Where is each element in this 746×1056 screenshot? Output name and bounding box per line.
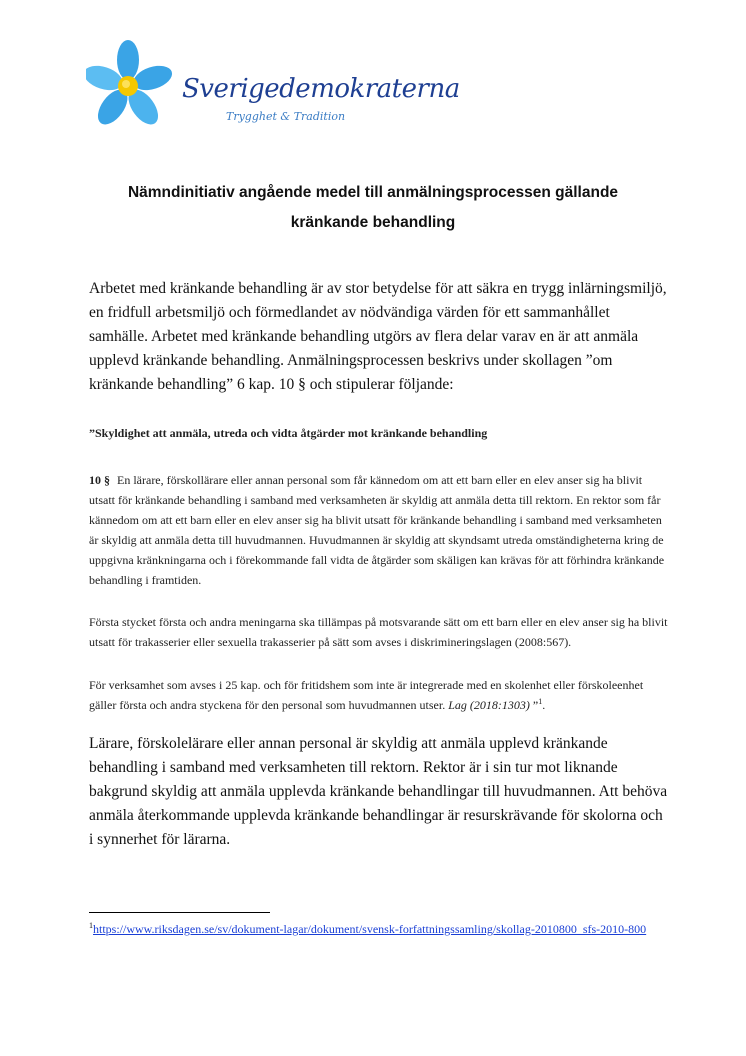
- quote-paragraph-2: Första stycket första och andra meningarna ska tillämpas på motsvarande sätt om ett barn eller en elev anser sig ha blivit utsatt för trakasserier eller sexuella trakasserier på sätt som avses i diskrimineringslagen (2008:567).: [89, 615, 668, 649]
- footnote: [89, 921, 669, 937]
- footnote-number: 1: [89, 921, 93, 930]
- footnote-reference[interactable]: 1: [538, 697, 543, 706]
- quote-paragraph-1: [89, 470, 669, 590]
- cornflower-flower-icon: [86, 40, 182, 130]
- title-line-1: Nämndinitiativ angående medel till anmälningsprocessen gällande: [127, 184, 619, 201]
- quote-paragraph-1-text: En lärare, förskollärare eller annan personal som får kännedom om att ett barn eller en elev anser sig ha blivit utsatt för kränkande behandling i samband med verksamheten är skyldig att anmäla detta till rektorn. En rektor som får kännedom om att ett barn eller en elev anser sig ha blivit utsatt för kränkande behandling i samband med verksamheten är skyldig att anmäla detta till huvudmannen. Huvudmannen är skyldig att skyndsamt utreda omständigheterna kring de uppgivna kränkningarna och i förekommande fall vidta de åtgärder som skäligen kan krävas för att förhindra kränkande behandling i framtiden.: [89, 473, 665, 587]
- quote-paragraph-3-text: För verksamhet som avses i 25 kap. och för fritidshem som inte är integrerade med en skolenhet eller förskoleenhet gäller första och andra styckena för den personal som huvudmannen utser.: [89, 678, 644, 712]
- closing-paragraph: Lärare, förskolelärare eller annan personal är skyldig att anmäla upplevd kränkande behandling i samband med verksamheten till rektorn. Rektor är i sin tur mot liknande bakgrund skyldig att anmäla upplevda kränkande behandlingar till huvudmannen. Att behöva anmäla återkommande upplevda kränkande behandlingar är resurskrävande för skolorna och i synnerhet för lärarna.: [89, 735, 668, 848]
- quote-paragraph-3: För verksamhet som avses i 25 kap. och för fritidshem som inte är integrerade med en skolenhet eller förskoleenhet gäller första och andra styckena för den personal som huvudmannen utser. Lag (2018:1303) ”$^1$.: [89, 678, 644, 712]
- document-title: [60, 178, 686, 238]
- footnote-divider: [89, 912, 270, 913]
- footnote-link[interactable]: https://www.riksdagen.se/sv/dokument-lagar/dokument/svensk-forfattningssamling/skollag-2010800_sfs-2010-800: [93, 922, 647, 936]
- section-number: 10 §: [89, 473, 110, 487]
- logo-wordmark: Sverigedemokraterna: [182, 74, 460, 104]
- title-line-2: kränkande behandling: [290, 214, 456, 231]
- quote-heading: ”Skyldighet att anmäla, utreda och vidta åtgärder mot kränkande behandling: [89, 426, 488, 440]
- quote-close: ”: [529, 698, 539, 712]
- law-reference: Lag (2018:1303): [448, 698, 530, 712]
- logo-tagline: Trygghet & Tradition: [226, 110, 346, 123]
- party-logo: [86, 40, 460, 130]
- intro-paragraph: Arbetet med kränkande behandling är av stor betydelse för att säkra en trygg inlärningsmiljö, en fridfull arbetsmiljö och förmedlandet av nödvändiga värden för ett sammanhållet samhälle. Arbetet med kränkande behandling utgörs av flera delar varav en är att anmäla upplevd kränkande behandling. Anmälningsprocessen beskrivs under skollagen ”om kränkande behandling” 6 kap. 10 § och stipulerar följande:: [89, 280, 667, 393]
